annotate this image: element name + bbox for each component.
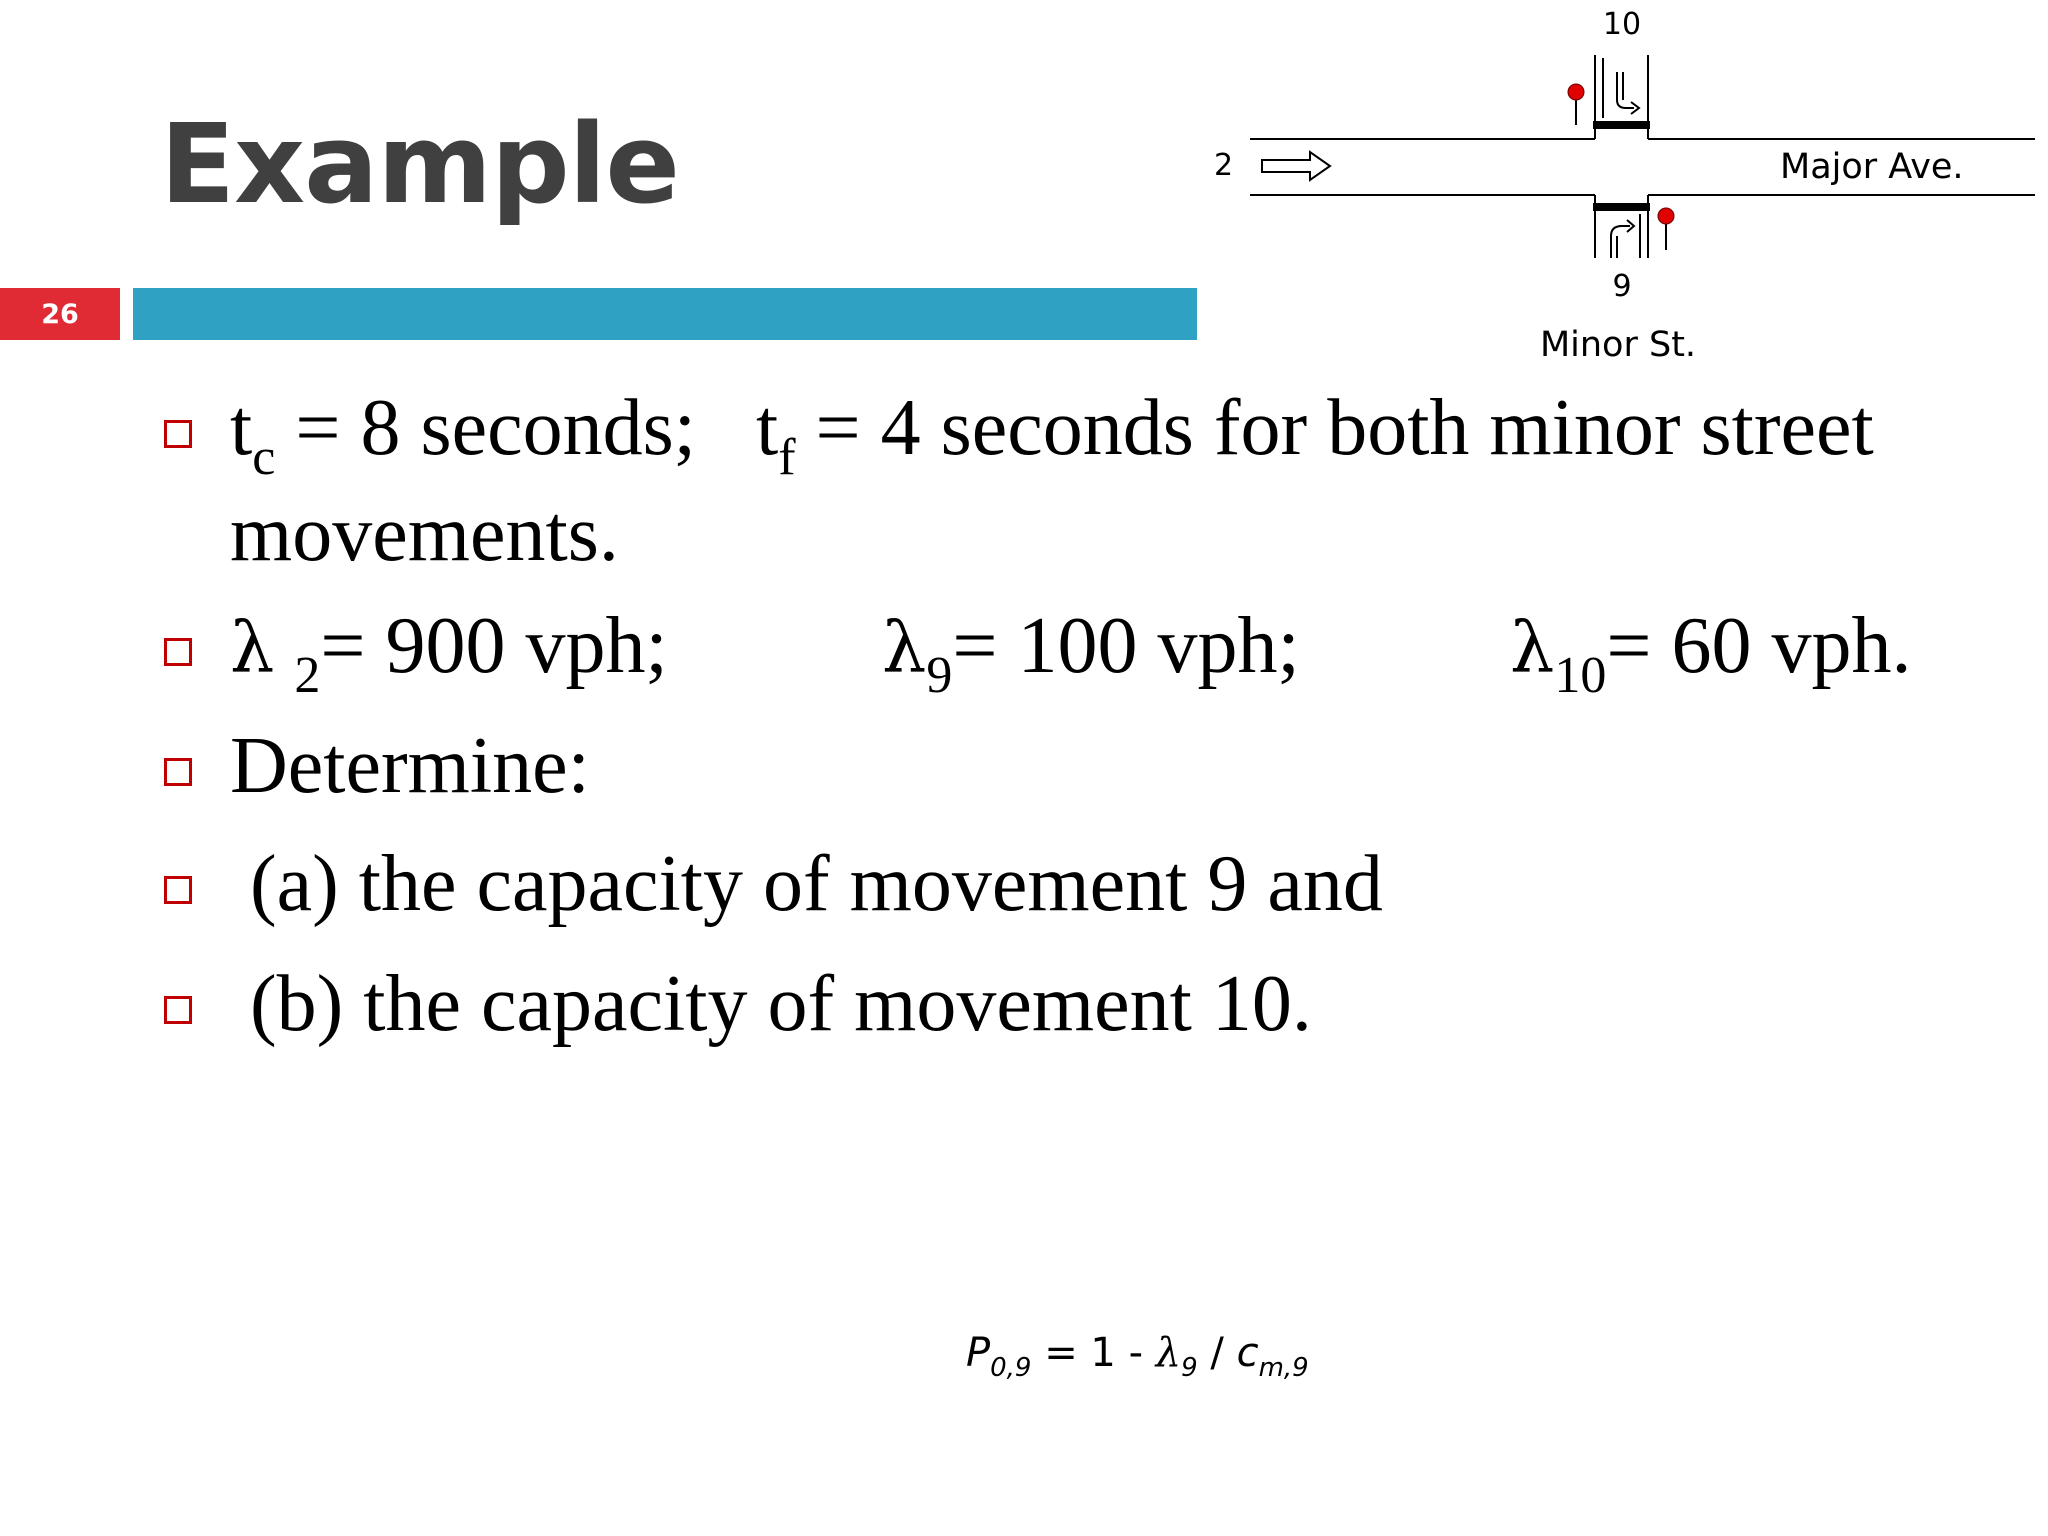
lambda-2-value: = 900 vph; [320,602,668,690]
tf-value: = 4 seconds for both minor street [795,384,1874,472]
stop-sign-top [1568,84,1584,125]
lambda-10-value: = 60 vph. [1606,602,1912,690]
lambda-9-subscript: 9 [926,647,953,704]
formula-c: c [1236,1330,1259,1376]
slide-title: Example [160,100,679,228]
tc-symbol: t [230,384,253,472]
lambda-2-symbol: λ [230,607,275,689]
slide-number: 26 [0,288,120,340]
lambda-2-subscript: 2 [294,647,321,704]
movement-9-label: 9 [1612,269,1632,304]
stop-sign-bottom [1658,208,1674,250]
part-b-text: (b) the capacity of movement 10. [230,960,1312,1048]
formula-lambda: λ [1155,1330,1182,1376]
major-ave-label: Major Ave. [1780,147,1964,187]
tc-subscript: c [252,429,276,486]
bullet-marker [164,996,192,1024]
determine-text: Determine: [230,722,590,810]
tf-subscript: f [778,429,796,486]
formula-p: P [966,1330,991,1376]
movement-2-label: 2 [1214,148,1234,183]
bullet-marker [164,758,192,786]
lambda-10-symbol: λ [1510,607,1555,689]
movement-2-arrow [1262,152,1330,180]
times-line2: movements. [230,490,619,578]
minor-st-label: Minor St. [1539,325,1697,365]
formula-equals: = 1 - [1031,1330,1156,1376]
movement-10-label: 10 [1602,7,1642,42]
tf-symbol: t [755,384,779,472]
stop-bar-top [1593,121,1650,129]
lambda-9-symbol: λ [882,607,927,689]
intersection-diagram [1190,0,2048,370]
part-a-text: (a) the capacity of movement 9 and [230,840,1383,928]
lambda-9-value: = 100 vph; [952,602,1300,690]
tc-value: = 8 seconds; [275,384,756,472]
formula-slash: / [1197,1330,1237,1376]
header-bar [133,288,1197,340]
stop-bar-bottom [1593,203,1650,211]
bullet-marker [164,638,192,666]
formula-lambda-subscript: 9 [1181,1353,1198,1383]
formula-c-subscript: m,9 [1258,1353,1309,1383]
lambda-10-subscript: 10 [1554,647,1607,704]
formula-p-subscript: 0,9 [990,1353,1032,1383]
bullet-marker [164,420,192,448]
probability-formula [966,1330,1309,1383]
bullet-marker [164,876,192,904]
